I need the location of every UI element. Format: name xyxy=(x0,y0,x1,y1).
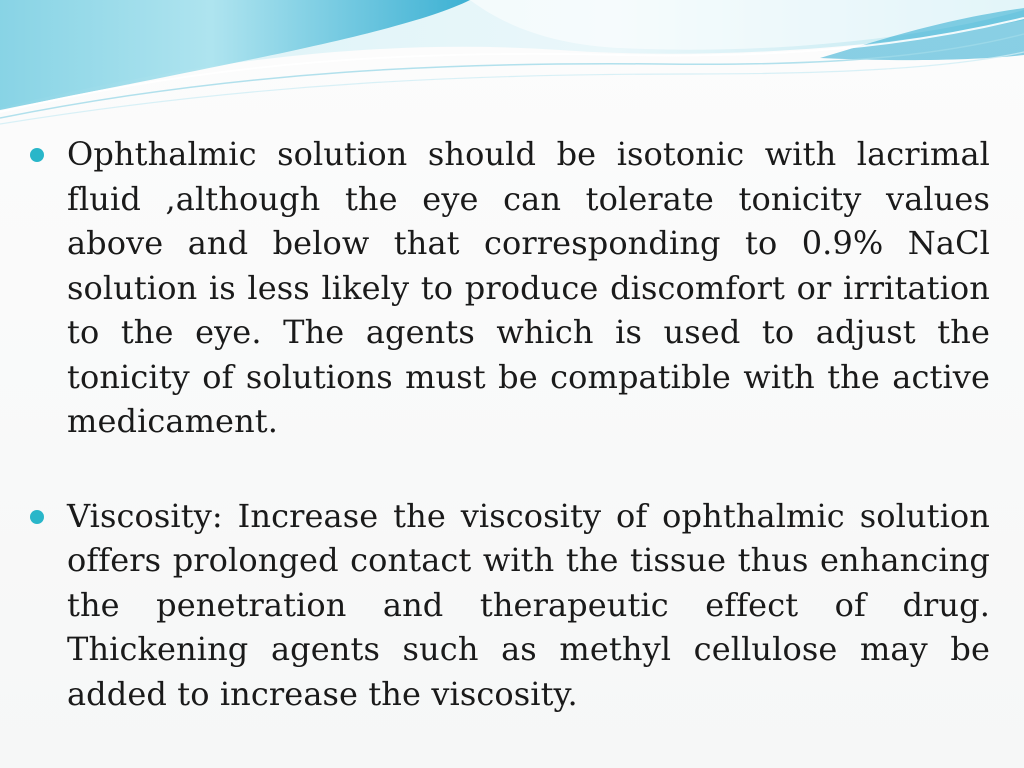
bullet-text: Ophthalmic solution should be isotonic with lacrimal fluid ,although the eye can tolerate tonicity values above and below that corresponding to 0.9% NaCl solution is less likely to produce discomfort or irritation to the eye. The agents which is used to adjust the tonicity of solutions must be compatible with the active medicament. xyxy=(67,135,990,440)
slide-content xyxy=(30,132,990,716)
bullet-item-viscosity xyxy=(30,494,990,717)
bullet-dot-icon xyxy=(30,148,44,162)
bullet-dot-icon xyxy=(30,510,44,524)
bullet-item-tonicity xyxy=(30,132,990,444)
header-wave-decoration xyxy=(0,0,1024,130)
bullet-text: Viscosity: Increase the viscosity of ophthalmic solution offers prolonged contact with the tissue thus enhancing the penetration and therapeutic effect of drug. Thickening agents such as methyl cellulose may be added to increase the viscosity. xyxy=(67,496,990,713)
